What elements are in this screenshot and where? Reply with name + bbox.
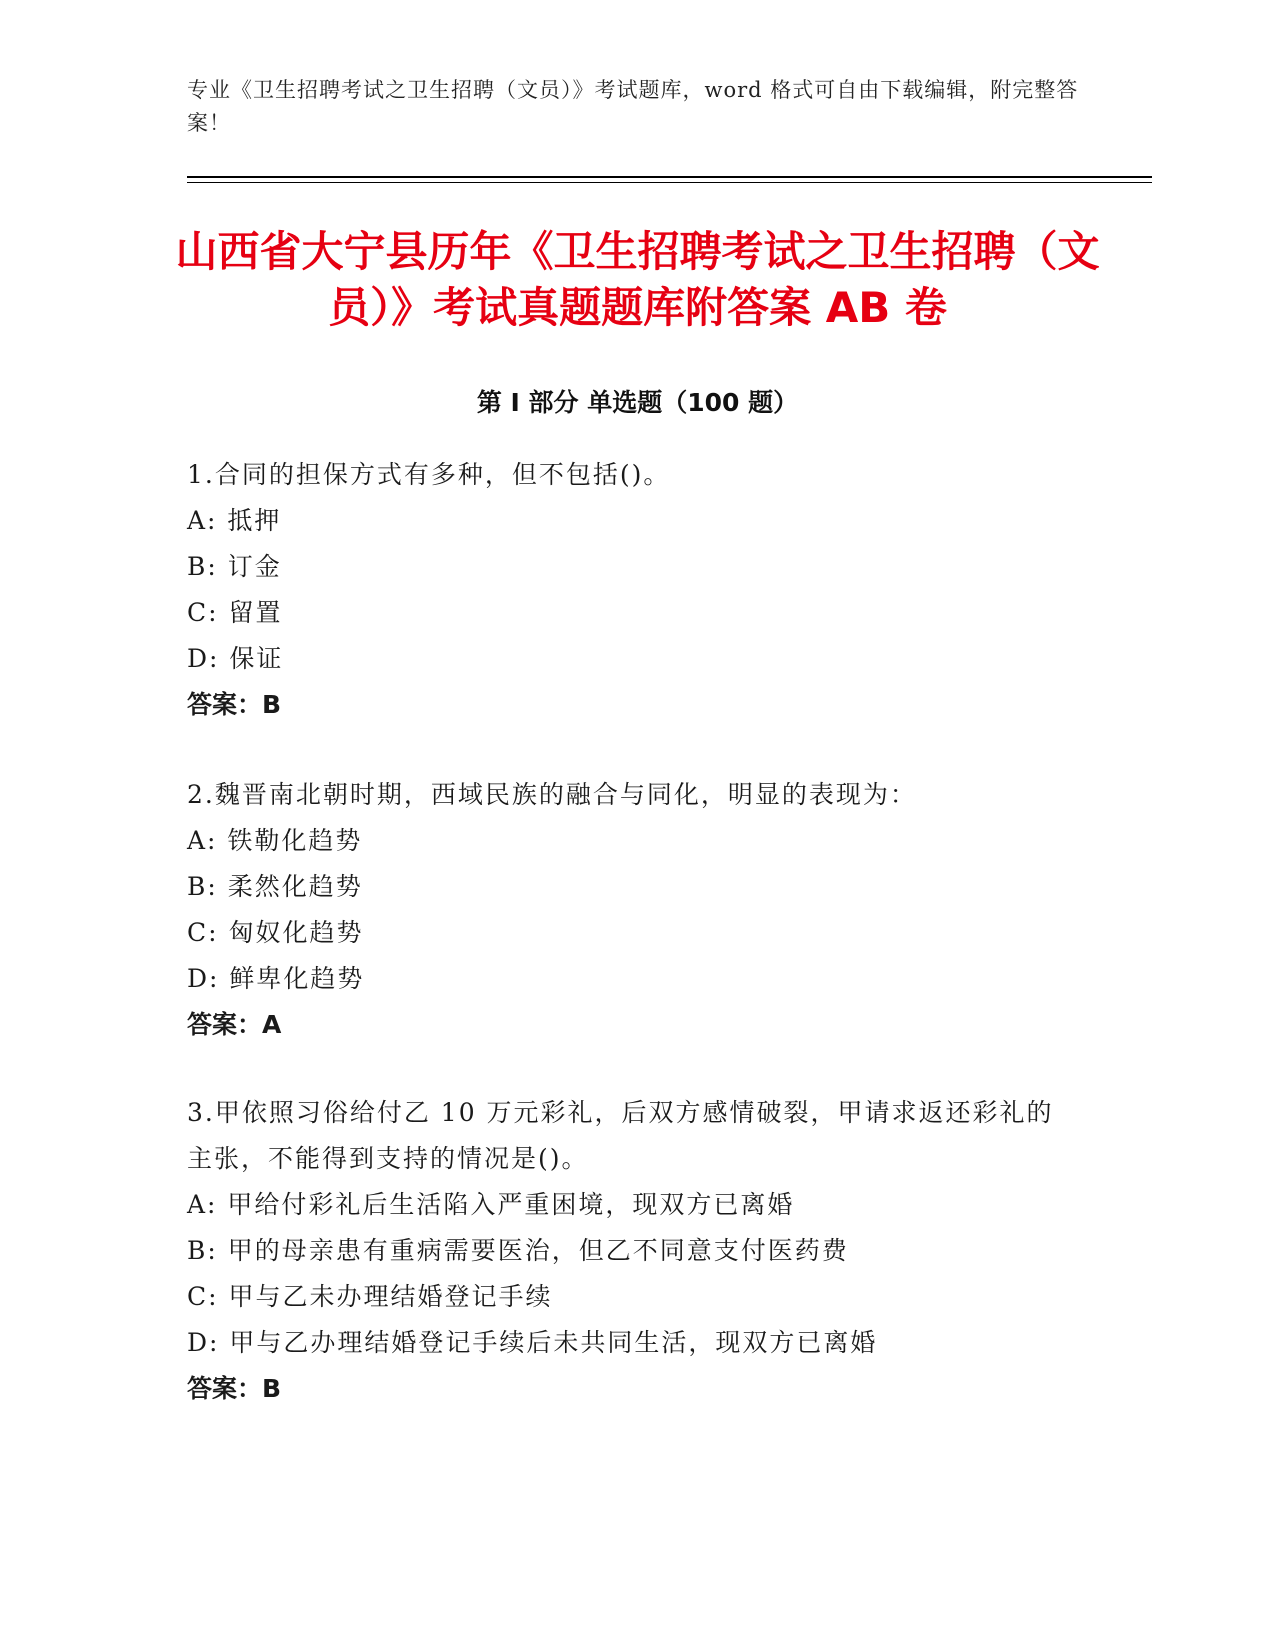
header-divider-thin	[187, 182, 1152, 183]
option-b: B: 柔然化趋势	[187, 872, 363, 901]
question-stem: 2.魏晋南北朝时期，西域民族的融合与同化，明显的表现为：	[187, 780, 917, 809]
question-stem: 1.合同的担保方式有多种，但不包括()。	[187, 460, 671, 489]
header-note: 专业《卫生招聘考试之卫生招聘（文员）》考试题库，word 格式可自由下载编辑，附完整答案！	[187, 78, 1079, 135]
option-a: A: 铁勒化趋势	[187, 826, 363, 855]
option-a: A: 甲给付彩礼后生活陷入严重困境，现双方已离婚	[187, 1190, 795, 1219]
question-1	[187, 452, 1067, 728]
question-3	[187, 1090, 1067, 1412]
option-a: A: 抵押	[187, 506, 282, 535]
option-d: D: 保证	[187, 644, 284, 673]
section-heading: 第 I 部分 单选题（100 题）	[476, 388, 799, 417]
option-c: C: 匈奴化趋势	[187, 918, 364, 947]
question-stem: 3.甲依照习俗给付乙 10 万元彩礼，后双方感情破裂，甲请求返还彩礼的主张，不能得到支持的情况是()。	[187, 1098, 1054, 1173]
option-d: D: 鲜卑化趋势	[187, 964, 365, 993]
option-c: C: 甲与乙未办理结婚登记手续	[187, 1282, 553, 1311]
option-c: C: 留置	[187, 598, 283, 627]
document-title: 山西省大宁县历年《卫生招聘考试之卫生招聘（文员）》考试真题题库附答案 AB 卷	[175, 227, 1100, 332]
option-d: D: 甲与乙办理结婚登记手续后未共同生活，现双方已离婚	[187, 1328, 878, 1357]
question-2	[187, 772, 1067, 1048]
header-divider-thick	[187, 176, 1152, 178]
option-b: B: 甲的母亲患有重病需要医治，但乙不同意支付医药费	[187, 1236, 849, 1265]
answer: 答案：B	[187, 690, 282, 719]
answer: 答案：B	[187, 1374, 282, 1403]
option-b: B: 订金	[187, 552, 282, 581]
answer: 答案：A	[187, 1010, 282, 1039]
